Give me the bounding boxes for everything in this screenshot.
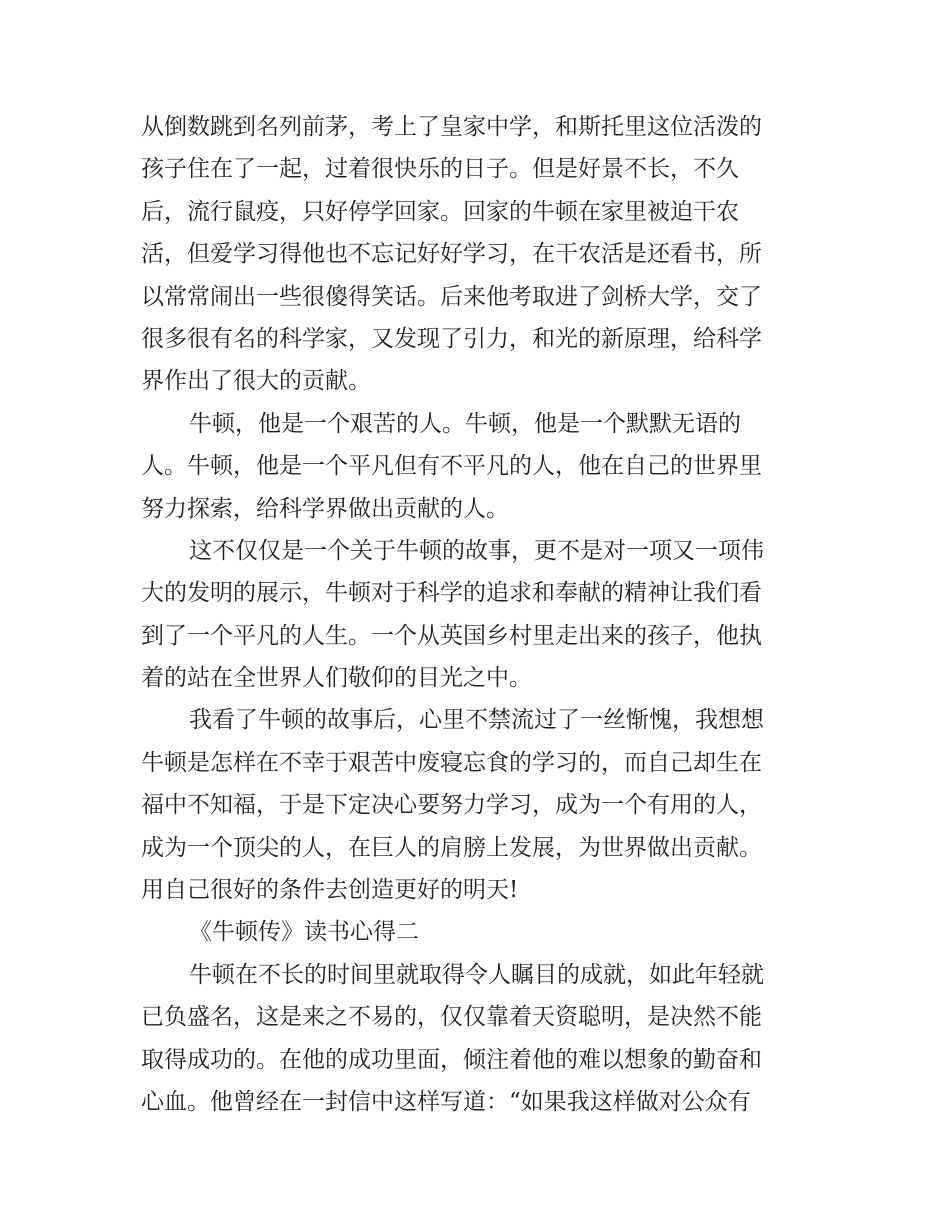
paragraph-first-line: 这不仅仅是一个关于牛顿的故事，更不是对一项又一项伟 [189, 537, 764, 564]
text-line: 福中不知福，于是下定决心要努力学习，成为一个有用的人， [141, 792, 762, 819]
text-line: 用自己很好的条件去创造更好的明天! [141, 877, 519, 904]
text-line: 着的站在全世界人们敬仰的目光之中。 [141, 665, 532, 692]
text-line: 心血。他曾经在一封信中这样写道：“如果我这样做对公众有 [141, 1088, 751, 1115]
section-heading: 《牛顿传》读书心得二 [189, 919, 419, 946]
text-line: 以常常闹出一些很傻得笑话。后来他考取进了剑桥大学，交了 [141, 283, 762, 310]
text-line: 牛顿是怎样在不幸于艰苦中废寝忘食的学习的，而自己却生在 [141, 749, 762, 776]
paragraph-first-line: 牛顿在不长的时间里就取得令人瞩目的成就，如此年轻就 [189, 961, 764, 988]
text-line: 到了一个平凡的人生。一个从英国乡村里走出来的孩子，他执 [141, 622, 762, 649]
text-line: 人。牛顿，他是一个平凡但有不平凡的人，他在自己的世界里 [141, 453, 762, 480]
text-line: 从倒数跳到名列前茅，考上了皇家中学，和斯托里这位活泼的 [141, 114, 762, 140]
text-line: 活，但爱学习得他也不忘记好好学习，在干农活是还看书，所 [141, 241, 762, 268]
text-line: 取得成功的。在他的成功里面，倾注着他的难以想象的勤奋和 [141, 1046, 762, 1073]
text-line: 努力探索，给科学界做出贡献的人。 [141, 495, 509, 522]
text-line: 孩子住在了一起，过着很快乐的日子。但是好景不长，不久 [141, 156, 739, 183]
text-line: 界作出了很大的贡献。 [141, 368, 371, 395]
paragraph-first-line: 我看了牛顿的故事后，心里不禁流过了一丝惭愧，我想想 [189, 707, 764, 734]
text-line: 已负盛名，这是来之不易的，仅仅靠着天资聪明，是决然不能 [141, 1004, 762, 1031]
text-line: 很多很有名的科学家，又发现了引力，和光的新原理，给科学 [141, 325, 762, 352]
paragraph-first-line: 牛顿，他是一个艰苦的人。牛顿，他是一个默默无语的 [189, 410, 741, 437]
document-text [141, 106, 813, 1123]
text-line: 大的发明的展示，牛顿对于科学的追求和奉献的精神让我们看 [141, 580, 762, 607]
text-line: 后，流行鼠疫，只好停学回家。回家的牛顿在家里被迫干农 [141, 198, 739, 225]
text-line: 成为一个顶尖的人，在巨人的肩膀上发展，为世界做出贡献。 [141, 834, 762, 861]
